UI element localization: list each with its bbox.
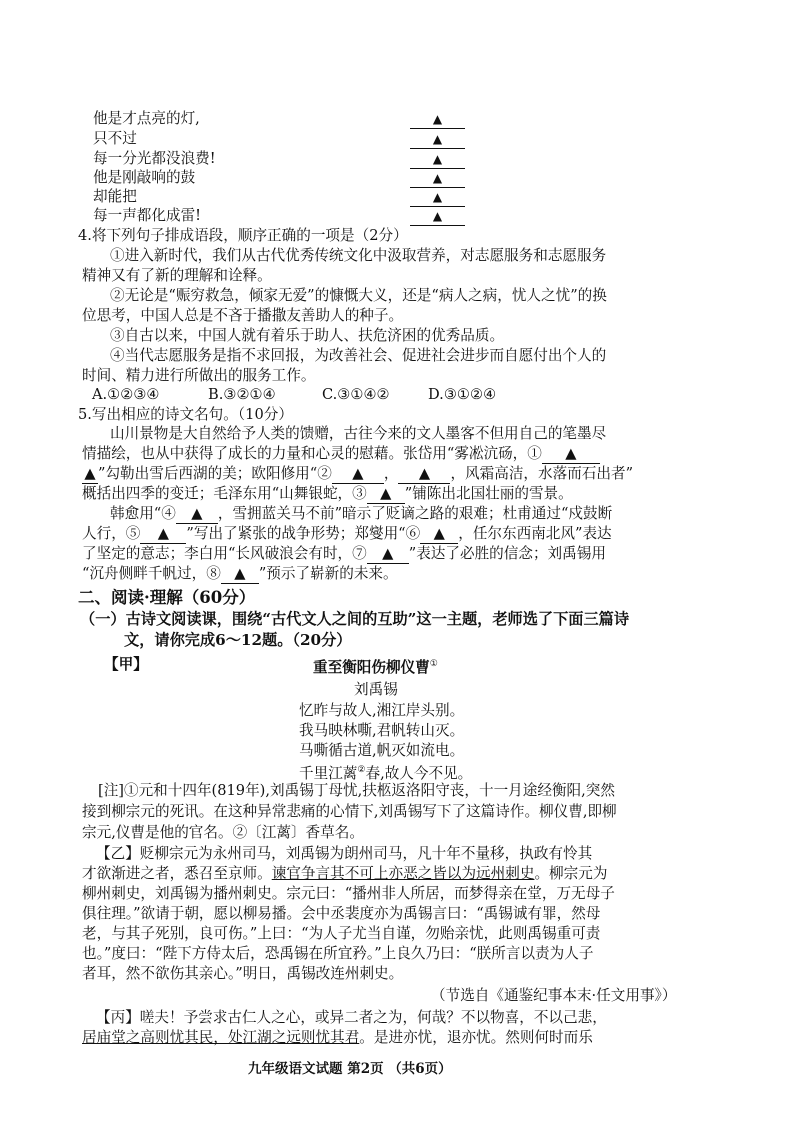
page-footer: 九年级语文试题 第2页 （共6页） — [248, 1061, 452, 1077]
option-d[interactable]: D.③①②④ — [428, 386, 497, 403]
footnote-mark: ① — [429, 659, 438, 669]
jia-note: 接到柳宗元的死讯。在这种异常悲痛的心情下,刘禹锡写下了这篇诗作。柳仪曹,即柳 — [82, 803, 617, 820]
sentence-1-cont: 精神又有了新的理解和诠释。 — [82, 267, 272, 284]
answer-blank[interactable]: ▲ — [332, 464, 384, 484]
q5-line — [82, 444, 600, 463]
q5-line — [82, 464, 633, 483]
q5-text: ”预示了崭新的未来。 — [258, 565, 398, 582]
answer-blank[interactable]: ▲ — [410, 169, 465, 188]
option-c[interactable]: C.③①④② — [322, 386, 390, 403]
q5-text: ”写出了紧张的战争形势；郑燮用“⑥ — [186, 525, 421, 542]
bing-line — [82, 1028, 593, 1047]
answer-blank[interactable]: ▲ — [176, 504, 218, 524]
bing-line: 【丙】嗟夫！予尝求古仁人之心，或异二者之为，何哉？不以物喜，不以己悲， — [96, 1009, 607, 1026]
answer-blank[interactable]: ▲ — [420, 524, 458, 544]
q5-text: ”铺陈出北国壮丽的雪景。 — [404, 485, 573, 502]
subsection-title-cont: 文，请你完成6～12题。（20分） — [124, 631, 352, 649]
yi-text: 才欲渐进之者，悉召至京师。 — [82, 865, 272, 882]
yi-line: 者耳，然不欲伤其亲心。”明日，禹锡改连州刺史。 — [82, 965, 404, 982]
answer-blank[interactable]: ▲ — [410, 207, 465, 226]
yi-source: （节选自《通鉴纪事本末·任文用事》） — [431, 987, 677, 1004]
q5-line — [82, 544, 606, 563]
q5-line — [82, 564, 398, 583]
jia-line: 忆昨与故人,湘江岸头别。 — [299, 702, 465, 719]
q5-text: 了坚定的意志；李白用“长风破浪会有时，⑦ — [82, 545, 367, 562]
sentence-1: ①进入新时代，我们从古代优秀传统文化中汲取营养，对志愿服务和志愿服务 — [110, 247, 607, 264]
q5-text: ，任尔东西南北风”表达 — [458, 525, 612, 542]
answer-blank[interactable]: ▲ — [367, 484, 405, 504]
answer-blank[interactable]: ▲ — [542, 444, 600, 464]
q5-text: ，雪拥蓝关马不前”暗示了贬谪之路的艰难；杜甫通过“戍鼓断 — [217, 505, 613, 522]
yi-line: 【乙】贬柳宗元为永州司马，刘禹锡为朗州司马，凡十年不量移，执政有怜其 — [96, 845, 593, 862]
section-title: 二、阅读·理解（60分） — [78, 588, 256, 607]
answer-blank[interactable]: ▲ — [410, 188, 465, 207]
poem-line: 每一分光都没浪费! — [93, 150, 216, 167]
jia-line-text: 千里江蓠 — [299, 764, 358, 782]
answer-blank[interactable]: ▲ — [398, 464, 450, 484]
q5-line: 山川景物是大自然给予人类的馈赠，古往今来的文人墨客不但用自己的笔墨尽 — [110, 425, 607, 442]
jia-tag: 【甲】 — [104, 656, 148, 673]
jia-author: 刘禹锡 — [354, 681, 398, 698]
q5-line — [82, 484, 573, 503]
jia-note: 宗元,仪曹是他的官名。②〔江蓠〕香草名。 — [82, 824, 364, 841]
footnote-mark: ② — [357, 765, 366, 775]
answer-blank[interactable]: ▲ — [410, 150, 465, 169]
q5-line — [82, 524, 612, 543]
jia-line — [299, 761, 472, 783]
question-title: 5.写出相应的诗文名句。（10分） — [78, 406, 293, 423]
q5-line — [110, 504, 612, 523]
subsection-title: （一）古诗文阅读课，围绕“古代文人之间的互助”这一主题，老师选了下面三篇诗 — [80, 610, 630, 628]
sentence-2: ②无论是“赈穷救急，倾家无爱”的慷慨大义，还是“病人之病，忧人之忧”的换 — [110, 287, 607, 304]
jia-title-text: 重至衡阳伤柳仪曹 — [313, 658, 430, 676]
yi-line: 老，与其子死别，良可伤。”上曰：“为人子尤当自谨，勿贻亲忧，此则禹锡重可责 — [82, 925, 601, 942]
bing-text: 。是进亦忧，退亦忧。然则何时而乐 — [359, 1029, 593, 1046]
poem-line: 每一声都化成雷! — [93, 207, 202, 224]
yi-line: 也。”度曰：“陛下方侍太后，恐禹锡在所宜矜。”上良久乃曰：“朕所言以责为人子 — [82, 945, 594, 962]
sentence-4-cont: 时间、精力进行所做出的服务工作。 — [82, 367, 316, 384]
q5-text: ”表达了必胜的信念；刘禹锡用 — [408, 545, 606, 562]
q5-text: 韩愈用“④ — [110, 505, 176, 522]
yi-text: 。柳宗元为 — [534, 865, 608, 882]
underlined-sentence: 居庙堂之高则忧其民，处江湖之远则忧其君 — [82, 1029, 360, 1046]
option-b[interactable]: B.③②①④ — [208, 386, 276, 403]
answer-blank[interactable]: ▲ — [82, 464, 98, 484]
jia-title — [313, 655, 438, 677]
sentence-4: ④当代志愿服务是指不求回报，为改善社会、促进社会进步而自愿付出个人的 — [110, 347, 607, 364]
yi-line: 俱往理。”欲请于朝，愿以柳易播。会中丞裴度亦为禹锡言曰：“禹锡诚有罪，然母 — [82, 905, 601, 922]
jia-note: [注]①元和十四年(819年),刘禹锡丁母忧,扶柩返洛阳守丧，十一月途经衡阳,突然 — [98, 782, 615, 799]
poem-line: 他是刚敲响的鼓 — [93, 169, 196, 186]
poem-line: 只不过 — [93, 130, 137, 147]
jia-line-text: 春,故人今不见。 — [365, 764, 473, 782]
poem-line: 却能把 — [93, 188, 137, 205]
yi-line: 柳州刺史，刘禹锡为播州刺史。宗元曰：“播州非人所居，而梦得亲在堂，万无母子 — [82, 885, 615, 902]
q5-text: 人行，⑤ — [82, 525, 141, 542]
yi-line — [82, 864, 607, 883]
q5-text: 概括出四季的变迁；毛泽东用“山舞银蛇，③ — [82, 485, 367, 502]
q5-text: ，风霜高洁，水落而石出者” — [450, 465, 634, 482]
underlined-sentence: 谏官争言其不可上亦恶之皆以为远州刺史 — [271, 865, 535, 882]
poem-line: 他是才点亮的灯, — [93, 110, 200, 127]
answer-blank[interactable]: ▲ — [367, 544, 409, 564]
option-a[interactable]: A.①②③④ — [92, 386, 160, 403]
question-title: 4.将下列句子排成语段，顺序正确的一项是（2分） — [78, 227, 408, 244]
answer-blank[interactable]: ▲ — [410, 130, 465, 149]
q5-text: ”勾勒出雪后西湖的美；欧阳修用“② — [98, 465, 332, 482]
sentence-3: ③自古以来，中国人就有着乐于助人、扶危济困的优秀品质。 — [110, 327, 505, 344]
answer-blank[interactable]: ▲ — [410, 110, 465, 129]
q5-text: ， — [383, 465, 399, 482]
sentence-2-cont: 位思考，中国人总是不吝于播撒友善助人的种子。 — [82, 307, 404, 324]
q5-text: 情描绘，也从中获得了成长的力量和心灵的慰藉。张岱用“雾凇沆砀，① — [82, 445, 542, 462]
q5-text: “沉舟侧畔千帆过，⑧ — [82, 565, 221, 582]
answer-blank[interactable]: ▲ — [140, 524, 186, 544]
jia-line: 我马映林嘶,君帆转山灭。 — [299, 722, 465, 739]
answer-blank[interactable]: ▲ — [221, 564, 259, 584]
jia-line: 马嘶循古道,帆灭如流电。 — [299, 742, 465, 759]
